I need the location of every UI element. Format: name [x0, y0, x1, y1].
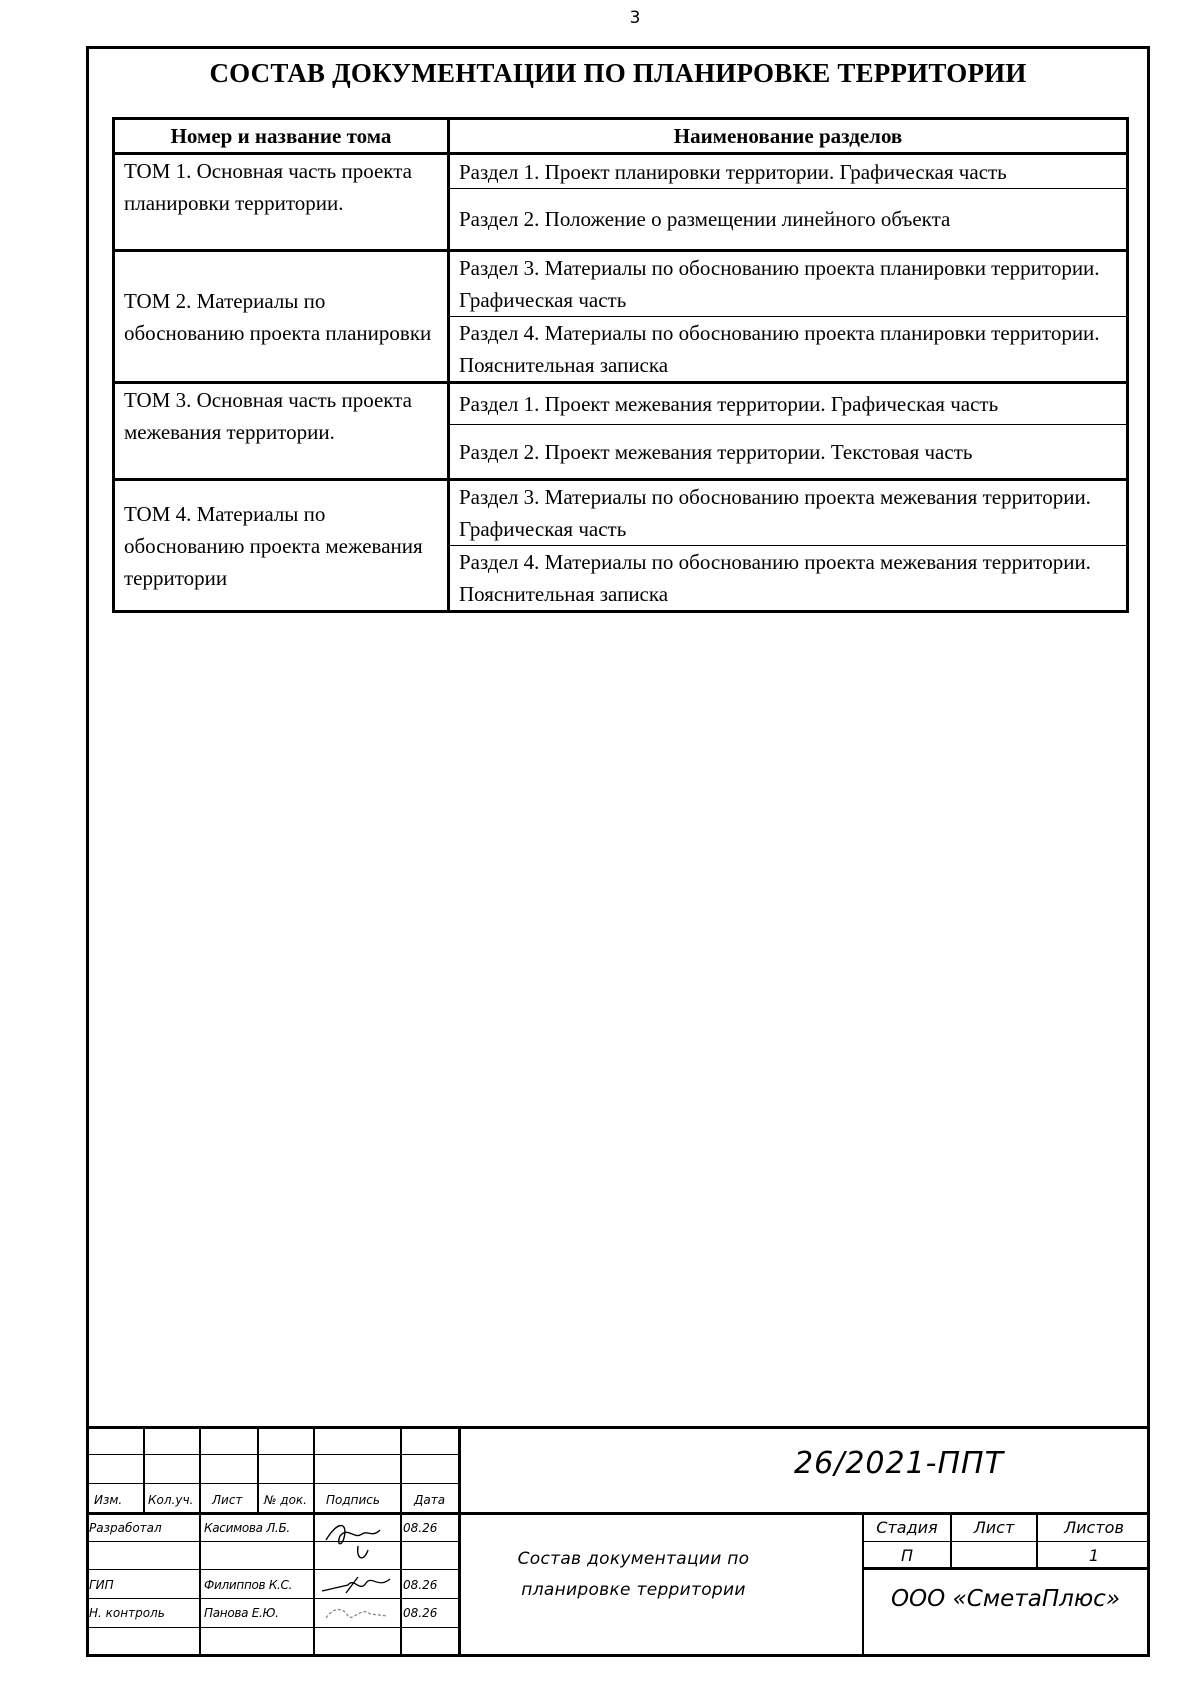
volume-name: ТОМ 2. Материалы по обоснованию проекта планировки — [114, 251, 449, 383]
table-row — [114, 480, 1128, 546]
col-header-sheet: Лист — [212, 1493, 243, 1507]
signature-norm-control — [318, 1600, 396, 1626]
signature-developed — [318, 1516, 396, 1566]
sheets-label: Листов — [1064, 1518, 1124, 1537]
date-developed: 08.26 — [403, 1521, 438, 1535]
page-number: 3 — [629, 8, 641, 28]
section-cell: Раздел 1. Проект межевания территории. Графическая часть — [449, 383, 1128, 425]
header-sections: Наименование разделов — [449, 119, 1128, 154]
date-norm-control: 08.26 — [403, 1606, 438, 1620]
document-code: 26/2021-ППТ — [794, 1446, 1004, 1481]
composition-table — [112, 117, 1129, 613]
volume-name: ТОМ 1. Основная часть проекта планировки территории. — [114, 154, 449, 251]
table-row — [114, 154, 1128, 189]
sheet-label: Лист — [973, 1518, 1015, 1537]
volume-name: ТОМ 3. Основная часть проекта межевания территории. — [114, 383, 449, 480]
date-chief-engineer: 08.26 — [403, 1578, 438, 1592]
section-cell: Раздел 2. Проект межевания территории. Текстовая часть — [449, 425, 1128, 480]
table-row — [114, 383, 1128, 425]
volume-name: ТОМ 4. Материалы по обоснованию проекта межевания территории — [114, 480, 449, 612]
name-developed: Касимова Л.Б. — [204, 1521, 290, 1535]
sheets-value: 1 — [1088, 1546, 1100, 1565]
col-header-count: Кол.уч. — [148, 1493, 194, 1507]
col-header-change: Изм. — [94, 1493, 123, 1507]
page-title: СОСТАВ ДОКУМЕНТАЦИИ ПО ПЛАНИРОВКЕ ТЕРРИТОРИИ — [209, 58, 1027, 88]
section-cell: Раздел 3. Материалы по обоснованию проекта межевания территории. Графическая часть — [449, 480, 1128, 546]
section-cell: Раздел 4. Материалы по обоснованию проекта межевания территории. Пояснительная записка — [449, 546, 1128, 612]
signature-chief-engineer — [318, 1571, 396, 1599]
title-block — [86, 1426, 1150, 1657]
col-header-doc-number: № док. — [264, 1493, 307, 1507]
stage-value: П — [900, 1546, 914, 1565]
name-chief-engineer: Филиппов К.С. — [204, 1578, 293, 1592]
section-cell: Раздел 1. Проект планировки территории. Графическая часть — [449, 154, 1128, 189]
header-volume: Номер и название тома — [114, 119, 449, 154]
section-cell: Раздел 4. Материалы по обоснованию проекта планировки территории. Пояснительная записка — [449, 317, 1128, 383]
role-developed: Разработал — [89, 1521, 162, 1535]
section-cell: Раздел 2. Положение о размещении линейного объекта — [449, 189, 1128, 251]
name-norm-control: Панова Е.Ю. — [204, 1606, 279, 1620]
col-header-date: Дата — [414, 1493, 446, 1507]
table-header-row — [114, 119, 1128, 154]
role-chief-engineer: ГИП — [89, 1578, 114, 1592]
col-header-signature: Подпись — [326, 1493, 380, 1507]
role-norm-control: Н. контроль — [89, 1606, 165, 1620]
stage-label: Стадия — [876, 1518, 938, 1537]
organization-name: ООО «СметаПлюс» — [890, 1586, 1121, 1612]
document-name: Состав документации по планировке территории — [517, 1549, 750, 1600]
table-row — [114, 251, 1128, 317]
section-cell: Раздел 3. Материалы по обоснованию проекта планировки территории. Графическая часть — [449, 251, 1128, 317]
